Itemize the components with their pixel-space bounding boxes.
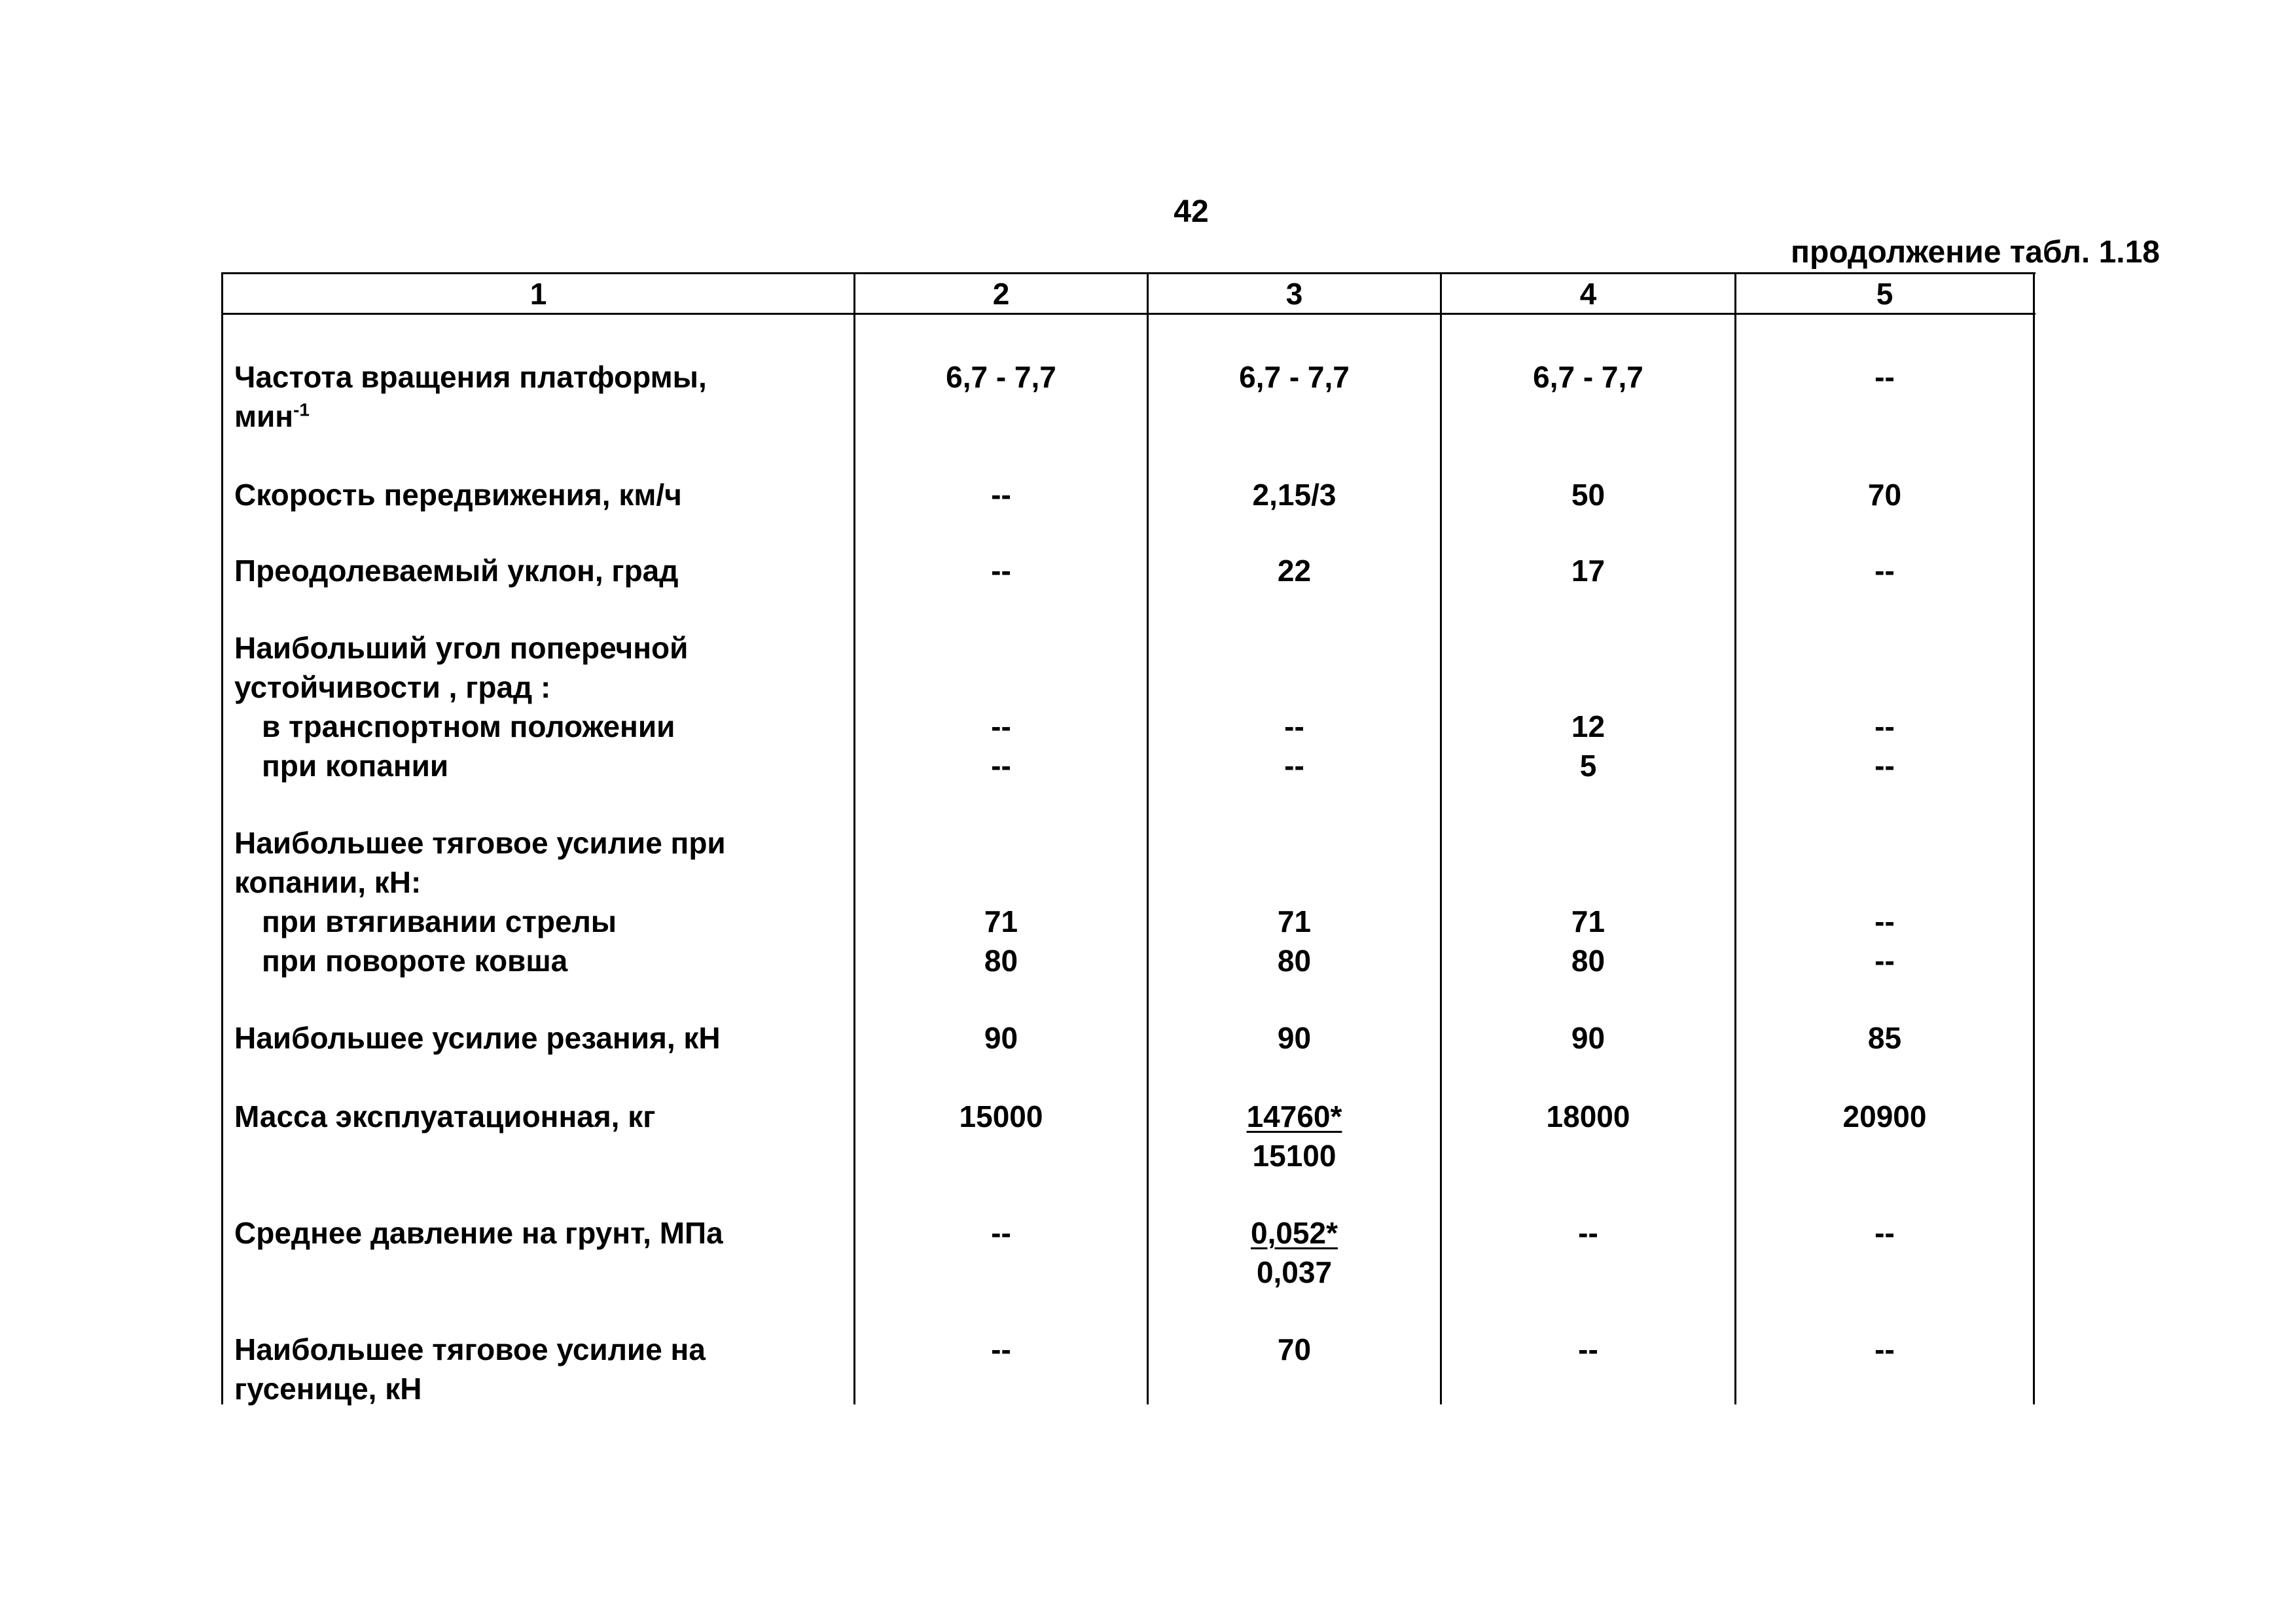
row-label-line: гусенице, кН: [234, 1372, 422, 1406]
table-cell: [1736, 357, 2033, 397]
cell-value: 90: [984, 1021, 1018, 1055]
table-cell: [1442, 707, 1734, 785]
table-cell: [1149, 1018, 1440, 1058]
table-cell: [1149, 357, 1440, 397]
table-cell: [1149, 1213, 1440, 1292]
column-header-1: 1: [529, 277, 547, 311]
cell-value: --: [1874, 904, 1895, 938]
row-sublabel: в транспортном положении: [262, 709, 675, 743]
row-label-line: мин: [234, 399, 294, 433]
cell-value: 2,15/3: [1252, 478, 1336, 512]
cell-value: --: [1284, 709, 1304, 743]
table-cell: [855, 1018, 1147, 1058]
cell-value: --: [991, 478, 1011, 512]
table-cell: [1442, 1330, 1734, 1369]
cell-value: --: [1578, 1216, 1598, 1250]
cell-value: --: [1874, 360, 1895, 394]
table-cell: [1149, 1330, 1440, 1369]
table-cell: [855, 707, 1147, 785]
row-label-line: Наибольший угол поперечной: [234, 631, 689, 665]
column-header-2: 2: [992, 277, 1010, 311]
table-row-label: [234, 1213, 850, 1253]
table-cell: [855, 1330, 1147, 1369]
cell-value: --: [1874, 709, 1895, 743]
table-cell: [1442, 475, 1734, 514]
table-row-label: [234, 475, 850, 514]
row-label-line: Наибольшее тяговое усилие на: [234, 1332, 706, 1366]
cell-value: 85: [1867, 1021, 1902, 1055]
table-cell: [855, 357, 1147, 397]
row-label-line: Среднее давление на грунт, МПа: [234, 1216, 723, 1250]
cell-value: 90: [1571, 1021, 1605, 1055]
row-sublabel: при повороте ковша: [262, 944, 568, 978]
table-cell: [1736, 902, 2033, 980]
table-row-label: [234, 628, 850, 785]
cell-value: 80: [984, 944, 1018, 978]
cell-value: 6,7 - 7,7: [1533, 360, 1643, 394]
cell-value: --: [1874, 1332, 1895, 1366]
page-number: 42: [1174, 194, 1209, 229]
cell-value: 80: [1277, 944, 1312, 978]
table-cell: [855, 475, 1147, 514]
table-cell: [1442, 1097, 1734, 1136]
row-label-superscript: -1: [293, 399, 310, 420]
table-cell: [1149, 1097, 1440, 1175]
column-header-3: 3: [1285, 277, 1303, 311]
table-row-label: [234, 823, 850, 980]
cell-value: 70: [1277, 1332, 1312, 1366]
table-cell: [1442, 357, 1734, 397]
cell-value: 71: [1277, 904, 1312, 938]
cell-value: --: [1578, 1332, 1598, 1366]
table-row-label: [234, 1018, 850, 1058]
row-label-line: Масса эксплуатационная, кг: [234, 1099, 656, 1133]
cell-value: 20900: [1842, 1099, 1927, 1133]
cell-value: 80: [1571, 944, 1605, 978]
cell-value: 6,7 - 7,7: [946, 360, 1056, 394]
row-sublabel: при втягивании стрелы: [262, 904, 617, 938]
table-cell: [855, 551, 1147, 590]
cell-value: 6,7 - 7,7: [1239, 360, 1350, 394]
table-cell: [1736, 1097, 2033, 1136]
cell-value: --: [991, 554, 1011, 588]
cell-value-numerator: 14760*: [1246, 1099, 1342, 1133]
row-label-line: Наибольшее усилие резания, кН: [234, 1021, 721, 1055]
cell-value: 90: [1277, 1021, 1312, 1055]
table-cell: [1442, 902, 1734, 980]
cell-value: --: [991, 1332, 1011, 1366]
row-label-line: Скорость передвижения, км/ч: [234, 478, 682, 512]
row-label-line: Преодолеваемый уклон, град: [234, 554, 679, 588]
cell-value: 71: [1571, 904, 1605, 938]
row-label-line: Частота вращения платформы,: [234, 360, 707, 394]
table-cell: [1149, 551, 1440, 590]
table-cell: [1442, 1018, 1734, 1058]
column-header-4: 4: [1579, 277, 1597, 311]
row-label-line: копании, кН:: [234, 865, 422, 899]
table-cell: [1442, 551, 1734, 590]
cell-value: 18000: [1546, 1099, 1630, 1133]
column-header-5: 5: [1876, 277, 1893, 311]
table-cell: [855, 902, 1147, 980]
table-row-label: [234, 1330, 850, 1408]
table-row-label: [234, 551, 850, 590]
table-cell: [1149, 707, 1440, 785]
table-cell: [1442, 1213, 1734, 1253]
cell-value: --: [1874, 554, 1895, 588]
cell-value: 17: [1571, 554, 1605, 588]
row-label-line: устойчивости , град :: [234, 670, 551, 704]
table-cell: [1736, 1018, 2033, 1058]
table-cell: [1736, 1213, 2033, 1253]
table-cell: [1736, 551, 2033, 590]
cell-value: 12: [1571, 709, 1605, 743]
table-row-label: [234, 1097, 850, 1136]
cell-value: 71: [984, 904, 1018, 938]
cell-value-numerator: 0,052*: [1250, 1216, 1338, 1250]
cell-value: 22: [1277, 554, 1312, 588]
cell-value: --: [991, 1216, 1011, 1250]
table-cell: [1736, 707, 2033, 785]
cell-value: --: [991, 709, 1011, 743]
table-cell: [855, 1097, 1147, 1136]
table-cell: [1736, 475, 2033, 514]
table-continuation-caption: продолжение табл. 1.18: [1791, 235, 2160, 270]
cell-value: --: [1874, 1216, 1895, 1250]
table-cell: [855, 1213, 1147, 1253]
table-cell: [1736, 1330, 2033, 1369]
cell-value: --: [1874, 944, 1895, 978]
cell-value: 70: [1867, 478, 1902, 512]
row-label-line: Наибольшее тяговое усилие при: [234, 826, 726, 860]
cell-value: 50: [1571, 478, 1605, 512]
cell-value: --: [1284, 749, 1304, 783]
cell-value: 15000: [959, 1099, 1043, 1133]
row-sublabel: при копании: [262, 749, 449, 783]
cell-value-denominator: 15100: [1252, 1139, 1336, 1173]
cell-value: --: [991, 749, 1011, 783]
table-cell: [1149, 475, 1440, 514]
cell-value: --: [1874, 749, 1895, 783]
cell-value: 5: [1579, 749, 1597, 783]
table-row-label: [234, 357, 850, 436]
cell-value-denominator: 0,037: [1256, 1255, 1333, 1289]
table-cell: [1149, 902, 1440, 980]
